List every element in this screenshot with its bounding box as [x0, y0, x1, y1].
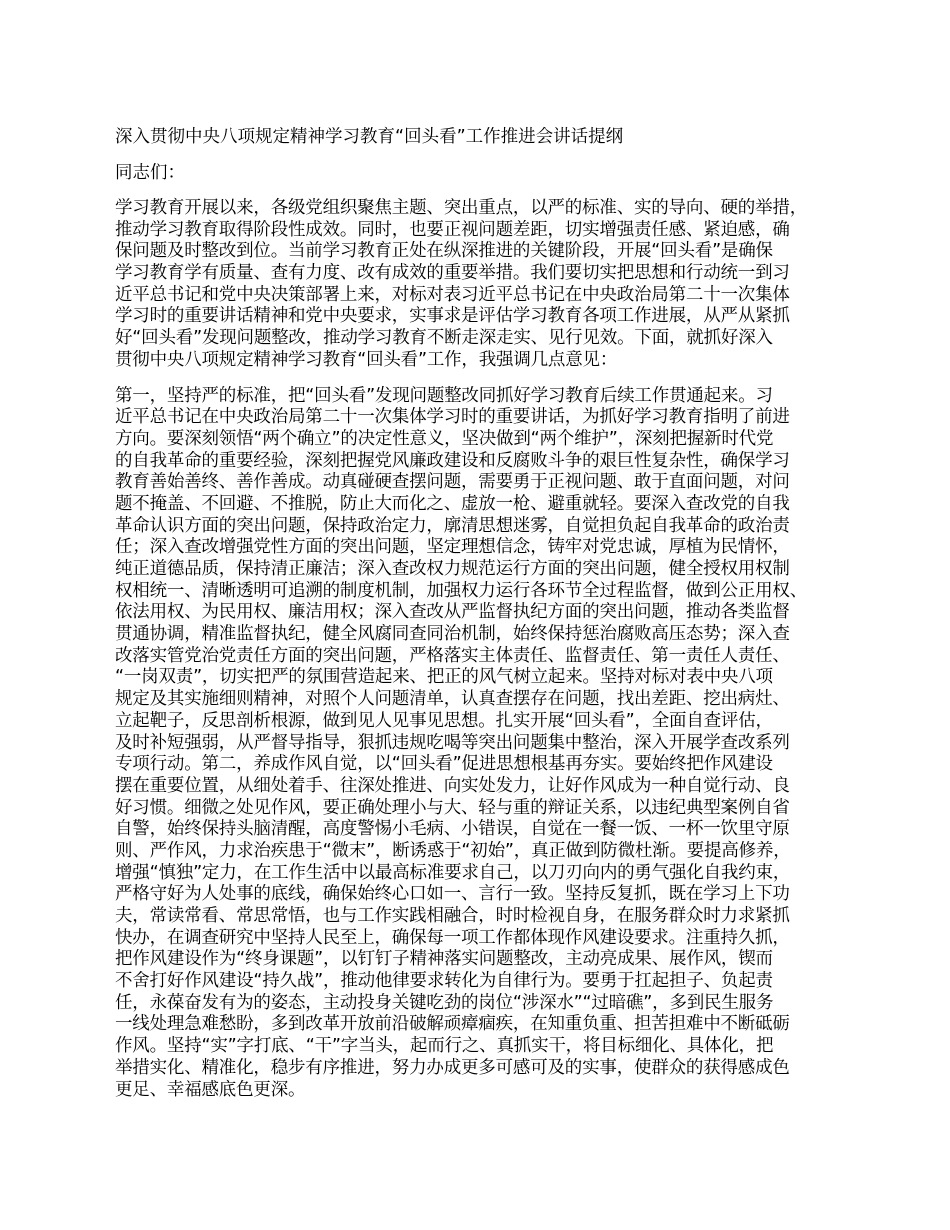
text-line: 贯通协调，精准监督执纪，健全风腐同查同治机制，始终保持惩治腐败高压态势；深入查 [115, 624, 790, 645]
text-line: 改落实管党治党责任方面的突出问题，严格落实主体责任、监督责任、第一责任人责任、 [115, 645, 790, 666]
text-line: 则、严作风，力求治疾患于“微末”，断诱惑于“初始”，真正做到防微杜渐。要提高修养， [115, 840, 791, 861]
text-line: 题不掩盖、不回避、不推脱，防止大而化之、虚放一枪、避重就轻。要深入查改党的自我 [115, 493, 790, 514]
text-line: “一岗双责”，切实把严的氛围营造起来、把正的风气树立起来。坚持对标对表中央八项 [115, 667, 773, 688]
text-line: 夫，常读常看、常思常悟，也与工作实践相融合，时时检视自身，在服务群众时力求紧抓 [115, 906, 790, 926]
text-line: 自警，始终保持头脑清醒，高度警惕小毛病、小错误，自觉在一餐一饭、一杯一饮里守原 [115, 819, 790, 840]
text-line: 近平总书记和党中央决策部署上来，对标对表习近平总书记在中央政治局第二十一次集体 [115, 284, 790, 305]
paragraph-main [115, 386, 865, 1102]
text-line: 好“回头看”发现问题整改，推动学习教育不断走深走实、见行见效。下面，就抓好深入 [115, 328, 773, 349]
document-title: 深入贯彻中央八项规定精神学习教育“回头看”工作推进会讲话提纲 [115, 127, 624, 147]
text-line: 近平总书记在中央政治局第二十一次集体学习时的重要讲话，为抓好学习教育指明了前进 [115, 407, 790, 428]
text-line: 举措实化、精准化，稳步有序推进，努力办成更多可感可及的实事，使群众的获得感成色 [115, 1057, 790, 1078]
text-line: 第一，坚持严的标准，把“回头看”发现问题整改同抓好学习教育后续工作贯通起来。习 [115, 385, 773, 406]
text-line: 一线处理急难愁盼，多到改革开放前沿破解顽瘴痼疾，在知重负重、担苦担难中不断砥砺 [115, 1014, 790, 1035]
text-line: 把作风建设作为“终身课题”，以钉钉子精神落实问题整改，主动亮成果、展作风，锲而 [115, 949, 773, 970]
text-line: 好习惯。细微之处见作风，要正确处理小与大、轻与重的辩证关系，以违纪典型案例自省 [115, 797, 790, 818]
text-line: 的自我革命的重要经验，深刻把握党风廉政建设和反腐败斗争的艰巨性复杂性，确保学习 [115, 450, 790, 471]
text-line: 任；深入查改增强党性方面的突出问题，坚定理想信念，铸牢对党忠诚，厚植为民情怀， [115, 537, 790, 558]
text-line: 不舍打好作风建设“持久战”，推动他律要求转化为自律行为。要勇于扛起担子、负起责 [115, 971, 773, 992]
text-line: 推动学习教育取得阶段性成效。同时，也要正视问题差距，切实增强责任感、紧迫感，确 [115, 219, 790, 240]
text-line: 严格守好为人处事的底线，确保始终心口如一、言行一致。坚持反复抓，既在学习上下功 [115, 884, 790, 905]
text-line: 权相统一、清晰透明可追溯的制度机制，加强权力运行各环节全过程监督，做到公正用权、 [115, 580, 807, 601]
text-line: 保问题及时整改到位。当前学习教育正处在纵深推进的关键阶段，开展“回头看”是确保 [115, 241, 773, 262]
document-body [115, 126, 865, 1101]
greeting: 同志们： [115, 163, 185, 183]
text-line: 贯彻中央八项规定精神学习教育“回头看”工作，我强调几点意见： [115, 349, 618, 370]
text-line: 专项行动。第二，养成作风自觉，以“回头看”促进思想根基再夯实。要始终把作风建设 [115, 754, 773, 775]
text-line: 更足、幸福感底色更深。 [115, 1079, 306, 1100]
text-line: 学习时的重要讲话精神和党中央要求，实事求是评估学习教育各项工作进展，从严从紧抓 [115, 306, 790, 327]
text-line: 依法用权、为民用权、廉洁用权；深入查改从严监督执纪方面的突出问题，推动各类监督 [115, 602, 790, 623]
text-line: 任，永葆奋发有为的姿态，主动投身关键吃劲的岗位“涉深水”“过暗礁”，多到民生服务 [115, 992, 774, 1013]
text-line: 立起靶子，反思剖析根源，做到见人见事见思想。扎实开展“回头看”，全面自查评估， [115, 710, 773, 731]
text-line: 增强“慎独”定力，在工作生活中以最高标准要求自己，以刀刃向内的勇气强化自我约束， [115, 862, 791, 883]
text-line: 教育善始善终、善作善成。动真碰硬查摆问题，需要勇于正视问题、敢于直面问题，对问 [115, 472, 790, 493]
text-line: 学习教育学有质量、查有力度、改有成效的重要举措。我们要切实把思想和行动统一到习 [115, 263, 790, 284]
text-line: 方向。要深刻领悟“两个确立”的决定性意义，坚决做到“两个维护”，深刻把握新时代党 [115, 428, 774, 449]
text-line: 规定及其实施细则精神，对照个人问题清单，认真查摆存在问题，找出差距、挖出病灶、 [115, 689, 790, 710]
text-line: 摆在重要位置，从细处着手、往深处推进、向实处发力，让好作风成为一种自觉行动、良 [115, 775, 790, 796]
text-line: 纯正道德品质，保持清正廉洁；深入查改权力规范运行方面的突出问题，健全授权用权制 [115, 559, 790, 579]
paragraph-intro [115, 198, 865, 372]
text-line: 作风。坚持“实”字打底、“干”字当头，起而行之、真抓实干，将目标细化、具体化，把 [115, 1036, 774, 1057]
text-line: 学习教育开展以来，各级党组织聚焦主题、突出重点，以严的标准、实的导向、硬的举措， [115, 198, 807, 218]
text-line: 快办，在调查研究中坚持人民至上，确保每一项工作都体现作风建设要求。注重持久抓， [115, 927, 790, 948]
text-line: 革命认识方面的突出问题，保持政治定力，廓清思想迷雾，自觉担负起自我革命的政治责 [115, 515, 790, 536]
text-line: 及时补短强弱，从严督导指导，狠抓违规吃喝等突出问题集中整治，深入开展学查改系列 [115, 732, 790, 753]
